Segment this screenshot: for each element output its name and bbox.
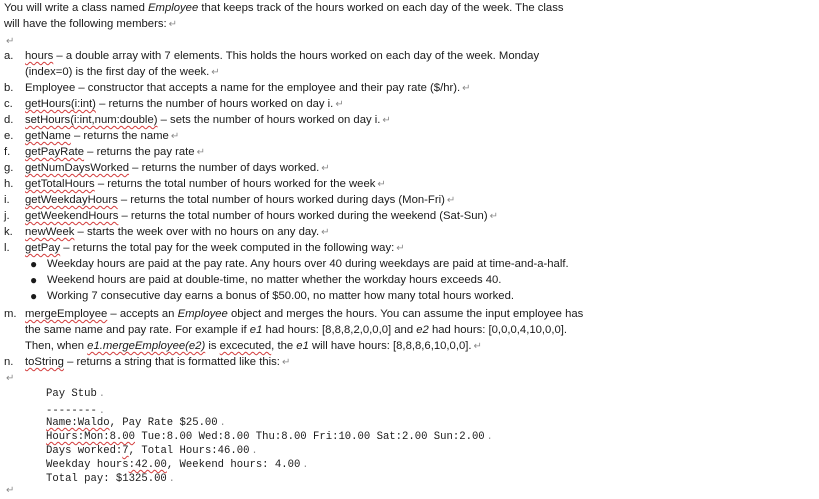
item-i: i. getWeekdayHours – returns the total number of hours worked during days (Mon-Fri) ↵ (4, 194, 456, 206)
item-l: l. getPay – returns the total pay for the week computed in the following way: ↵ (4, 242, 405, 254)
intro-line-2: will have the following members: ↵ (4, 18, 178, 30)
item-f: f. getPayRate – returns the pay rate ↵ (4, 146, 205, 158)
bullet-icon: ● (30, 257, 38, 271)
intro-line-1: You will write a class named Employee that keeps track of the hours worked on each day of the week. The class (4, 2, 564, 14)
item-g: g. getNumDaysWorked – returns the number of days worked. ↵ (4, 162, 330, 174)
bullet-icon: ● (30, 273, 38, 287)
paragraph-mark: ↵ (6, 373, 15, 384)
bullet-icon: ● (30, 289, 38, 303)
item-n: n. toString – returns a string that is formatted like this: ↵ (4, 356, 291, 368)
item-h: h. getTotalHours – returns the total number of hours worked for the week ↵ (4, 178, 386, 190)
item-k: k. newWeek – starts the week over with no hours on any day. ↵ (4, 226, 330, 238)
item-a-cont: (index=0) is the first day of the week. ↵ (25, 66, 220, 78)
item-a: a. hours – a double array with 7 elements. This holds the hours worked on each day of the week. Monday (4, 50, 540, 62)
item-b: b. Employee – constructor that accepts a name for the employee and their pay rate ($/hr). ↵ (4, 82, 471, 94)
paragraph-mark: ↵ (6, 485, 15, 496)
code-line-title: Pay Stub . (46, 388, 105, 400)
code-line-days: Days worked:7, Total Hours:46.00 . (46, 445, 258, 457)
item-c: c. getHours(i:int) – returns the number of hours worked on day i. ↵ (4, 98, 344, 110)
code-line-name: Name:Waldo, Pay Rate $25.00 . (46, 417, 226, 429)
item-m: m. mergeEmployee – accepts an Employee object and merges the hours. You can assume the input employee has (4, 308, 584, 320)
code-line-hours: Hours:Mon:8.00 Tue:8.00 Wed:8.00 Thu:8.00 Fri:10.00 Sat:2.00 Sun:2.00 . (46, 431, 493, 443)
code-line-weekday: Weekday hours:42.00, Weekend hours: 4.00 . (46, 459, 309, 471)
item-j: j. getWeekendHours – returns the total number of hours worked during the weekend (Sat-Sun) ↵ (4, 210, 498, 222)
paragraph-mark: ↵ (6, 36, 15, 47)
item-d: d. setHours(i:int,num:double) – sets the number of hours worked on day i. ↵ (4, 114, 391, 126)
item-m-line-2: the same name and pay rate. For example if e1 had hours: [8,8,8,2,0,0,0] and e2 had hours: [0,0,0,4,10,0,0]. (25, 324, 568, 336)
code-line-total: Total pay: $1325.00 . (46, 473, 175, 485)
item-e: e. getName – returns the name ↵ (4, 130, 180, 142)
code-line-divider: -------- . (46, 405, 105, 417)
item-m-line-3: Then, when e1.mergeEmployee(e2) is excecuted, the e1 will have hours: [8,8,8,6,10,0,0]. ↵ (25, 340, 482, 352)
